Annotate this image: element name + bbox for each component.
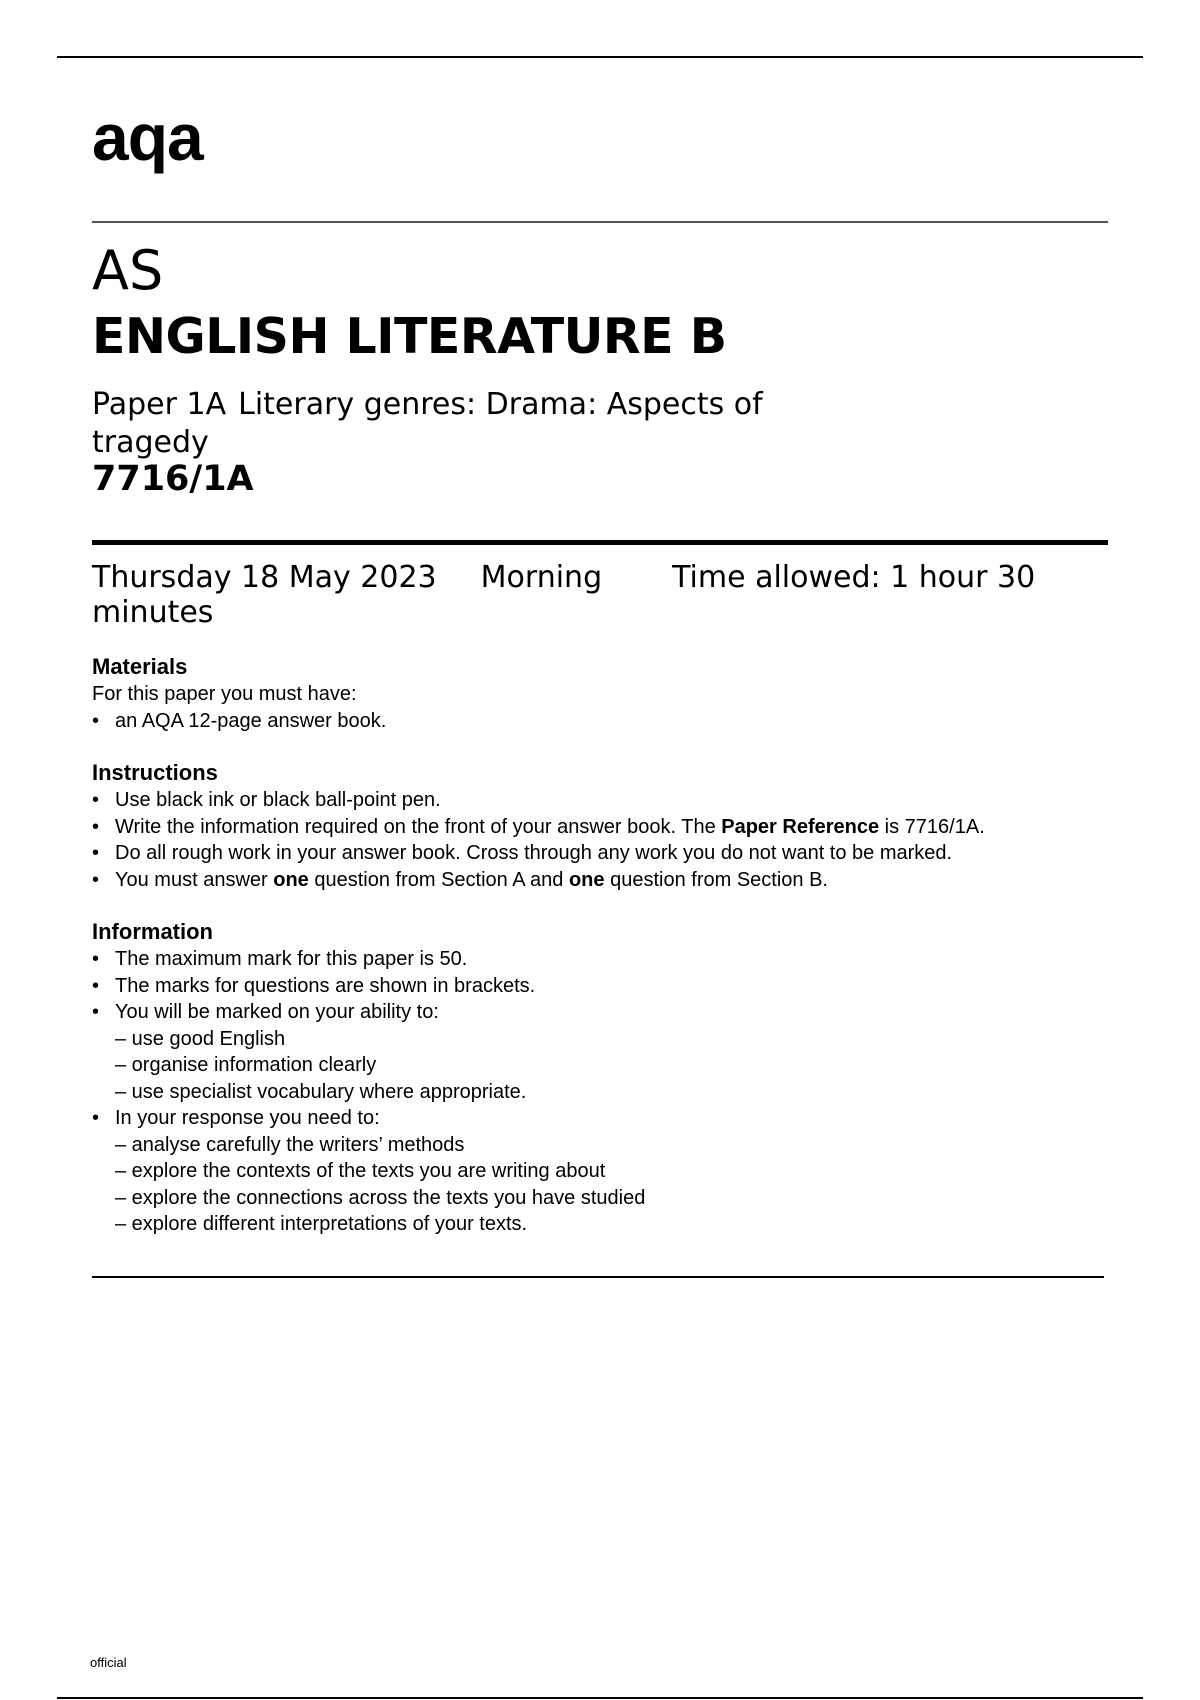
materials-list: [92, 708, 1112, 735]
paper-code: 7716/1A: [92, 459, 254, 499]
sub-list-item: – explore the connections across the texts you have studied: [115, 1186, 646, 1209]
qualification-level: AS: [92, 239, 164, 302]
instructions-section: [92, 759, 1112, 893]
exam-date: Thursday 18 May 2023: [92, 560, 437, 595]
header-divider: [92, 540, 1108, 545]
footer-classification: official: [90, 1655, 127, 1670]
sub-list-item: – use specialist vocabulary where appropriate.: [115, 1080, 527, 1103]
sub-list-item: – analyse carefully the writers’ methods: [115, 1133, 465, 1156]
bullet-icon: •: [92, 789, 100, 811]
bottom-border-line: [57, 1697, 1143, 1699]
bullet-icon: •: [92, 815, 100, 838]
paper-number: Paper 1A: [92, 387, 227, 422]
content-end-divider: [92, 1276, 1104, 1278]
subject-title: ENGLISH LITERATURE B: [92, 308, 727, 365]
bullet-icon: •: [92, 868, 100, 891]
sub-list-item: – use good English: [115, 1027, 286, 1050]
bullet-icon: •: [92, 842, 100, 864]
exam-details: [92, 560, 1092, 630]
sub-list-item: – explore the contexts of the texts you are writing about: [115, 1160, 606, 1182]
time-allowed: Time allowed: 1 hour 30 minutes: [92, 560, 1036, 630]
materials-section: [92, 653, 1112, 734]
bullet-icon: •: [92, 974, 100, 997]
bullet-icon: •: [92, 709, 100, 732]
materials-heading: Materials: [92, 654, 188, 679]
list-item: • Use black ink or black ball-point pen.: [92, 787, 1112, 814]
exam-session: Morning: [480, 560, 603, 595]
instructions-heading: Instructions: [92, 760, 218, 785]
materials-intro: For this paper you must have:: [92, 683, 357, 705]
top-border-line: [57, 56, 1143, 58]
list-item: • Do all rough work in your answer book. Cross through any work you do not want to be marked.: [92, 840, 1112, 867]
list-item: • an AQA 12-page answer book.: [92, 708, 1112, 735]
sub-list-item: – explore different interpretations of your texts.: [115, 1213, 528, 1235]
paper-reference-label: Paper Reference: [721, 815, 880, 838]
paper-name: Literary genres: Drama: Aspects of tragedy: [92, 387, 763, 460]
instructions-list: [92, 787, 1112, 893]
information-heading: Information: [92, 919, 213, 944]
list-item: • The maximum mark for this paper is 50.: [92, 946, 1112, 973]
sub-list-item: – organise information clearly: [115, 1054, 377, 1076]
list-item: • The marks for questions are shown in brackets.: [92, 973, 1112, 1000]
bullet-icon: •: [92, 948, 100, 970]
list-item: • Write the information required on the front of your answer book. The Paper Reference is 7716/1A.: [92, 814, 1112, 841]
paper-title: [92, 386, 852, 462]
logo-divider: [92, 221, 1108, 223]
list-item: • You must answer one question from Section A and one question from Section B.: [92, 867, 1112, 894]
list-item: • You will be marked on your ability to:: [92, 999, 1112, 1026]
information-list: [92, 946, 1112, 1238]
bullet-icon: •: [92, 1001, 100, 1023]
bullet-icon: •: [92, 1107, 100, 1129]
list-item: • In your response you need to:: [92, 1105, 1112, 1132]
aqa-logo: aqa: [92, 100, 203, 174]
information-section: [92, 918, 1112, 1238]
